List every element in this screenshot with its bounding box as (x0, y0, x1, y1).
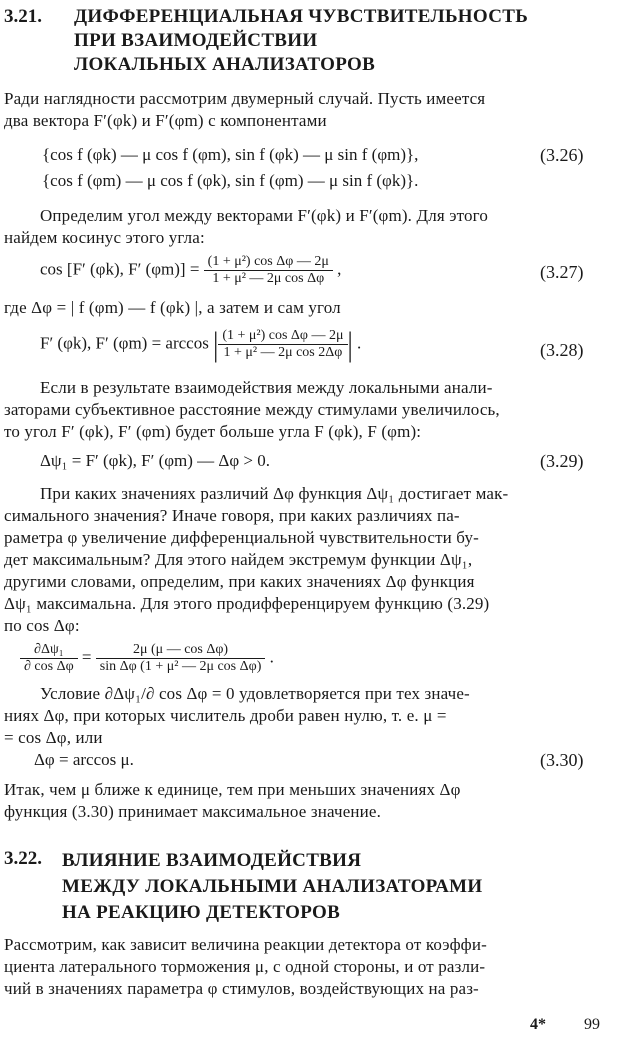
signature-mark: 4* (530, 1016, 546, 1033)
paragraph-line: = cos Δφ, или (4, 728, 103, 747)
fraction-denominator: sin Δφ (1 + μ² — 2μ cos Δφ) (96, 658, 266, 675)
equation-line: {cos f (φm) — μ cos f (φk), sin f (φm) — μ sin f (φk)}. (42, 171, 419, 190)
equation-3-30: Δφ = arccos μ. (34, 750, 134, 769)
fraction-numerator: (1 + μ²) cos Δφ — 2μ (222, 328, 344, 343)
paragraph-line: симального значения? Иначе говоря, при каких различиях па- (4, 506, 460, 525)
paragraph-line: заторами субъективное расстояние между стимулами увеличилось, (4, 400, 500, 419)
equation-number: (3.28) (540, 340, 584, 360)
equation-lhs: F′ (φk), F′ (φm) = arccos (40, 333, 209, 353)
abs-bar: | (347, 325, 353, 363)
paragraph-line: чий в значениях параметра φ стимулов, воздействующих на раз- (4, 979, 479, 998)
paragraph-line: Определим угол между векторами F′(φk) и F′(φm). Для этого (40, 206, 489, 225)
paragraph-line: Δψ₁ максимальна. Для этого продифференцируем функцию (3.29) (4, 594, 490, 613)
equation-3-27 (40, 254, 341, 287)
equation-3-29: Δψ₁ = F′ (φk), F′ (φm) — Δφ > 0. (40, 451, 271, 470)
section-number: 3.22. (4, 848, 42, 869)
equation-derivative (20, 642, 274, 675)
paragraph-line: Итак, чем μ ближе к единице, тем при меньших значениях Δφ (4, 780, 461, 799)
fraction (218, 328, 347, 361)
paragraph-line: дет максимальным? Для этого найдем экстремум функции Δψ₁, (4, 550, 473, 569)
equation-tail: . (269, 647, 274, 667)
fraction-denominator: ∂ cos Δφ (20, 658, 78, 675)
equation-tail: , (337, 259, 342, 279)
equation-3-28 (40, 325, 362, 363)
equals-sign: = (81, 647, 92, 667)
paragraph-line: циента латерального торможения μ, с одной стороны, и от разли- (4, 957, 486, 976)
fraction-denominator: 1 + μ² — 2μ cos 2Δφ (218, 344, 347, 361)
abs-bar: | (213, 325, 219, 363)
paragraph-line: ниях Δφ, при которых числитель дроби равен нулю, т. е. μ = (4, 706, 447, 725)
equation-number: (3.27) (540, 262, 584, 282)
paragraph-line: где Δφ = | f (φm) — f (φk) |, а затем и сам угол (4, 298, 341, 317)
section-title-line: ВЛИЯНИЕ ВЗАИМОДЕЙСТВИЯ (62, 850, 362, 871)
paragraph-line: функция (3.30) принимает максимальное значение. (4, 802, 381, 821)
equation-line: {cos f (φk) — μ cos f (φm), sin f (φk) — μ sin f (φm)}, (42, 145, 419, 164)
paragraph-line: Рассмотрим, как зависит величина реакции детектора от коэффи- (4, 935, 487, 954)
paragraph-line: Если в результате взаимодействия между локальными анали- (40, 378, 493, 397)
paragraph-line: Ради наглядности рассмотрим двумерный случай. Пусть имеется (4, 89, 486, 108)
fraction (96, 642, 266, 675)
paragraph-line: другими словами, определим, при каких значениях Δφ функция (4, 572, 475, 591)
fraction-numerator: ∂Δψ₁ (34, 642, 64, 657)
equation-number: (3.29) (540, 451, 584, 471)
fraction (204, 254, 333, 287)
section-number: 3.21. (4, 6, 42, 27)
equation-lhs: cos [F′ (φk), F′ (φm)] = (40, 259, 200, 279)
paragraph-line: то угол F′ (φk), F′ (φm) будет больше угла F (φk), F (φm): (4, 422, 422, 441)
paragraph-line: раметра φ увеличение дифференциальной чувствительности бу- (4, 528, 479, 547)
equation-number: (3.26) (540, 145, 584, 165)
section-title-line: ДИФФЕРЕНЦИАЛЬНАЯ ЧУВСТВИТЕЛЬНОСТЬ (74, 6, 529, 27)
fraction-numerator: 2μ (μ — cos Δφ) (133, 642, 229, 657)
section-title-line: ПРИ ВЗАИМОДЕЙСТВИИ (74, 30, 318, 51)
paragraph-line: При каких значениях различий Δφ функция Δψ₁ достигает мак- (40, 484, 509, 503)
section-title-line: МЕЖДУ ЛОКАЛЬНЫМИ АНАЛИЗАТОРАМИ (62, 876, 483, 897)
paragraph-line: два вектора F′(φk) и F′(φm) с компонентами (4, 111, 327, 130)
fraction-numerator: (1 + μ²) cos Δφ — 2μ (207, 254, 329, 269)
paragraph-line: по cos Δφ: (4, 616, 80, 635)
paragraph-line: найдем косинус этого угла: (4, 228, 205, 247)
paragraph-line: Условие ∂Δψ₁/∂ cos Δφ = 0 удовлетворяется при тех значе- (40, 684, 470, 703)
page-number: 99 (584, 1016, 600, 1033)
equation-tail: . (356, 333, 362, 353)
section-title-line: ЛОКАЛЬНЫХ АНАЛИЗАТОРОВ (74, 54, 376, 75)
fraction-denominator: 1 + μ² — 2μ cos Δφ (204, 270, 333, 287)
section-title-line: НА РЕАКЦИЮ ДЕТЕКТОРОВ (62, 902, 341, 923)
fraction (20, 642, 78, 675)
equation-number: (3.30) (540, 750, 584, 770)
